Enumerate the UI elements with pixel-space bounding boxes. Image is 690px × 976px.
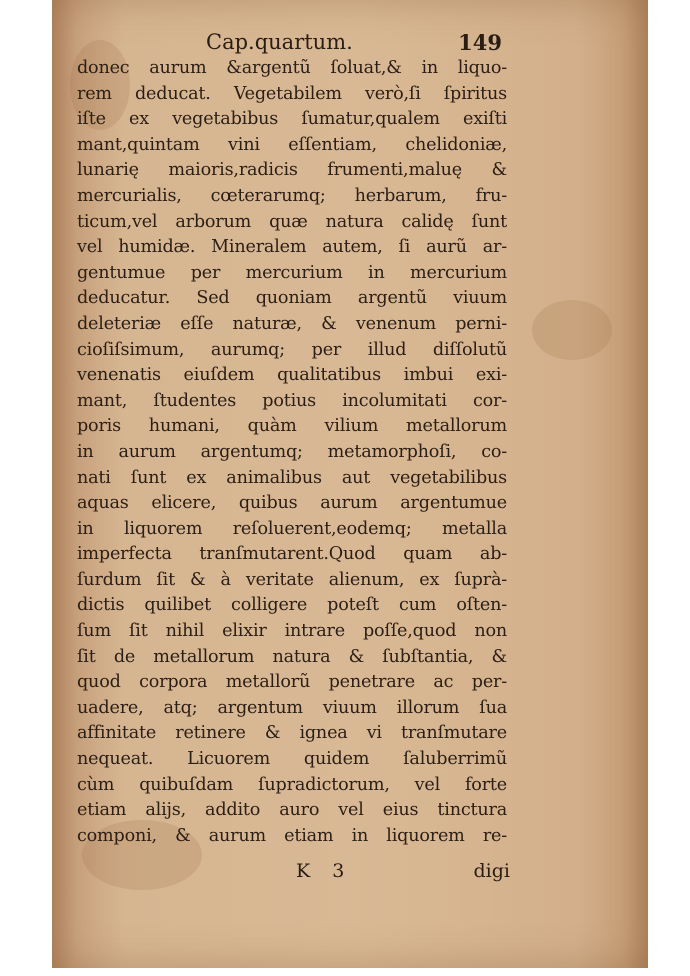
text-line: in aurum argentumq; metamorphoſi, co- xyxy=(77,441,507,462)
page-number: 149 xyxy=(458,30,502,55)
text-line: cùm quibuſdam ſupradictorum, vel forte xyxy=(77,774,507,795)
text-line: imperfecta tranſmutarent.Quod quam ab- xyxy=(77,544,507,565)
text-line: nati ſunt ex animalibus aut vegetabilibus xyxy=(77,467,507,488)
text-line: donec aurum &argentũ ſoluat,& in liquo- xyxy=(77,58,507,78)
chapter-title: Cap.quartum. xyxy=(206,30,353,54)
paper-stain xyxy=(532,300,612,360)
signature-mark: K 3 xyxy=(296,860,353,882)
text-line: gentumue per mercurium in mercurium xyxy=(77,262,507,283)
text-line: componi, & aurum etiam in liquorem re- xyxy=(77,825,507,846)
text-line: in liquorem reſoluerent,eodemq; metalla xyxy=(77,518,507,539)
text-line: ſit de metallorum natura & ſubſtantia, & xyxy=(77,646,507,667)
text-line: deducatur. Sed quoniam argentũ viuum xyxy=(77,288,507,309)
text-line: nequeat. Licuorem quidem ſaluberrimũ xyxy=(77,749,507,770)
text-line: rem deducat. Vegetabilem verò,ſi ſpiritus xyxy=(77,83,507,104)
catchword: digi xyxy=(473,860,510,882)
page-footer xyxy=(100,860,510,886)
text-line: lunarię maioris,radicis frumenti,maluę & xyxy=(77,160,507,181)
text-line: etiam alijs, addito auro vel eius tinctura xyxy=(77,800,507,821)
text-line: iſte ex vegetabibus ſumatur,qualem exiſti xyxy=(77,109,507,130)
text-line: uadere, atq; argentum viuum illorum ſua xyxy=(77,697,507,718)
text-line: quod corpora metallorũ penetrare ac per- xyxy=(77,672,507,693)
text-line: vel humidæ. Mineralem autem, ſi aurũ ar- xyxy=(77,237,507,258)
text-line: ticum,vel arborum quæ natura calidę ſunt xyxy=(77,211,507,232)
text-line: ſurdum ſit & à veritate alienum, ex ſuprà- xyxy=(77,569,507,590)
body-text xyxy=(77,56,507,849)
running-header xyxy=(150,30,502,56)
text-line: poris humani, quàm vilium metallorum xyxy=(77,416,507,437)
text-line: dictis quilibet colligere poteſt cum oſten- xyxy=(77,595,507,616)
text-line: mercurialis, cœterarumq; herbarum, fru- xyxy=(77,185,507,206)
text-line: deleteriæ eſſe naturæ, & venenum perni- xyxy=(77,313,507,334)
text-line: mant,quintam vini eſſentiam, chelidoniæ, xyxy=(77,134,507,155)
text-line: affinitate retinere & ignea vi tranſmutare xyxy=(77,723,507,744)
text-line: cioſiſsimum, aurumq; per illud diſſolutũ xyxy=(77,339,507,360)
text-line: ſum ſit nihil elixir intrare poſſe,quod non xyxy=(77,621,507,642)
text-line: venenatis eiuſdem qualitatibus imbui exi- xyxy=(77,365,507,386)
text-line: mant, ſtudentes potius incolumitati cor- xyxy=(77,390,507,411)
text-line: aquas elicere, quibus aurum argentumue xyxy=(77,493,507,514)
